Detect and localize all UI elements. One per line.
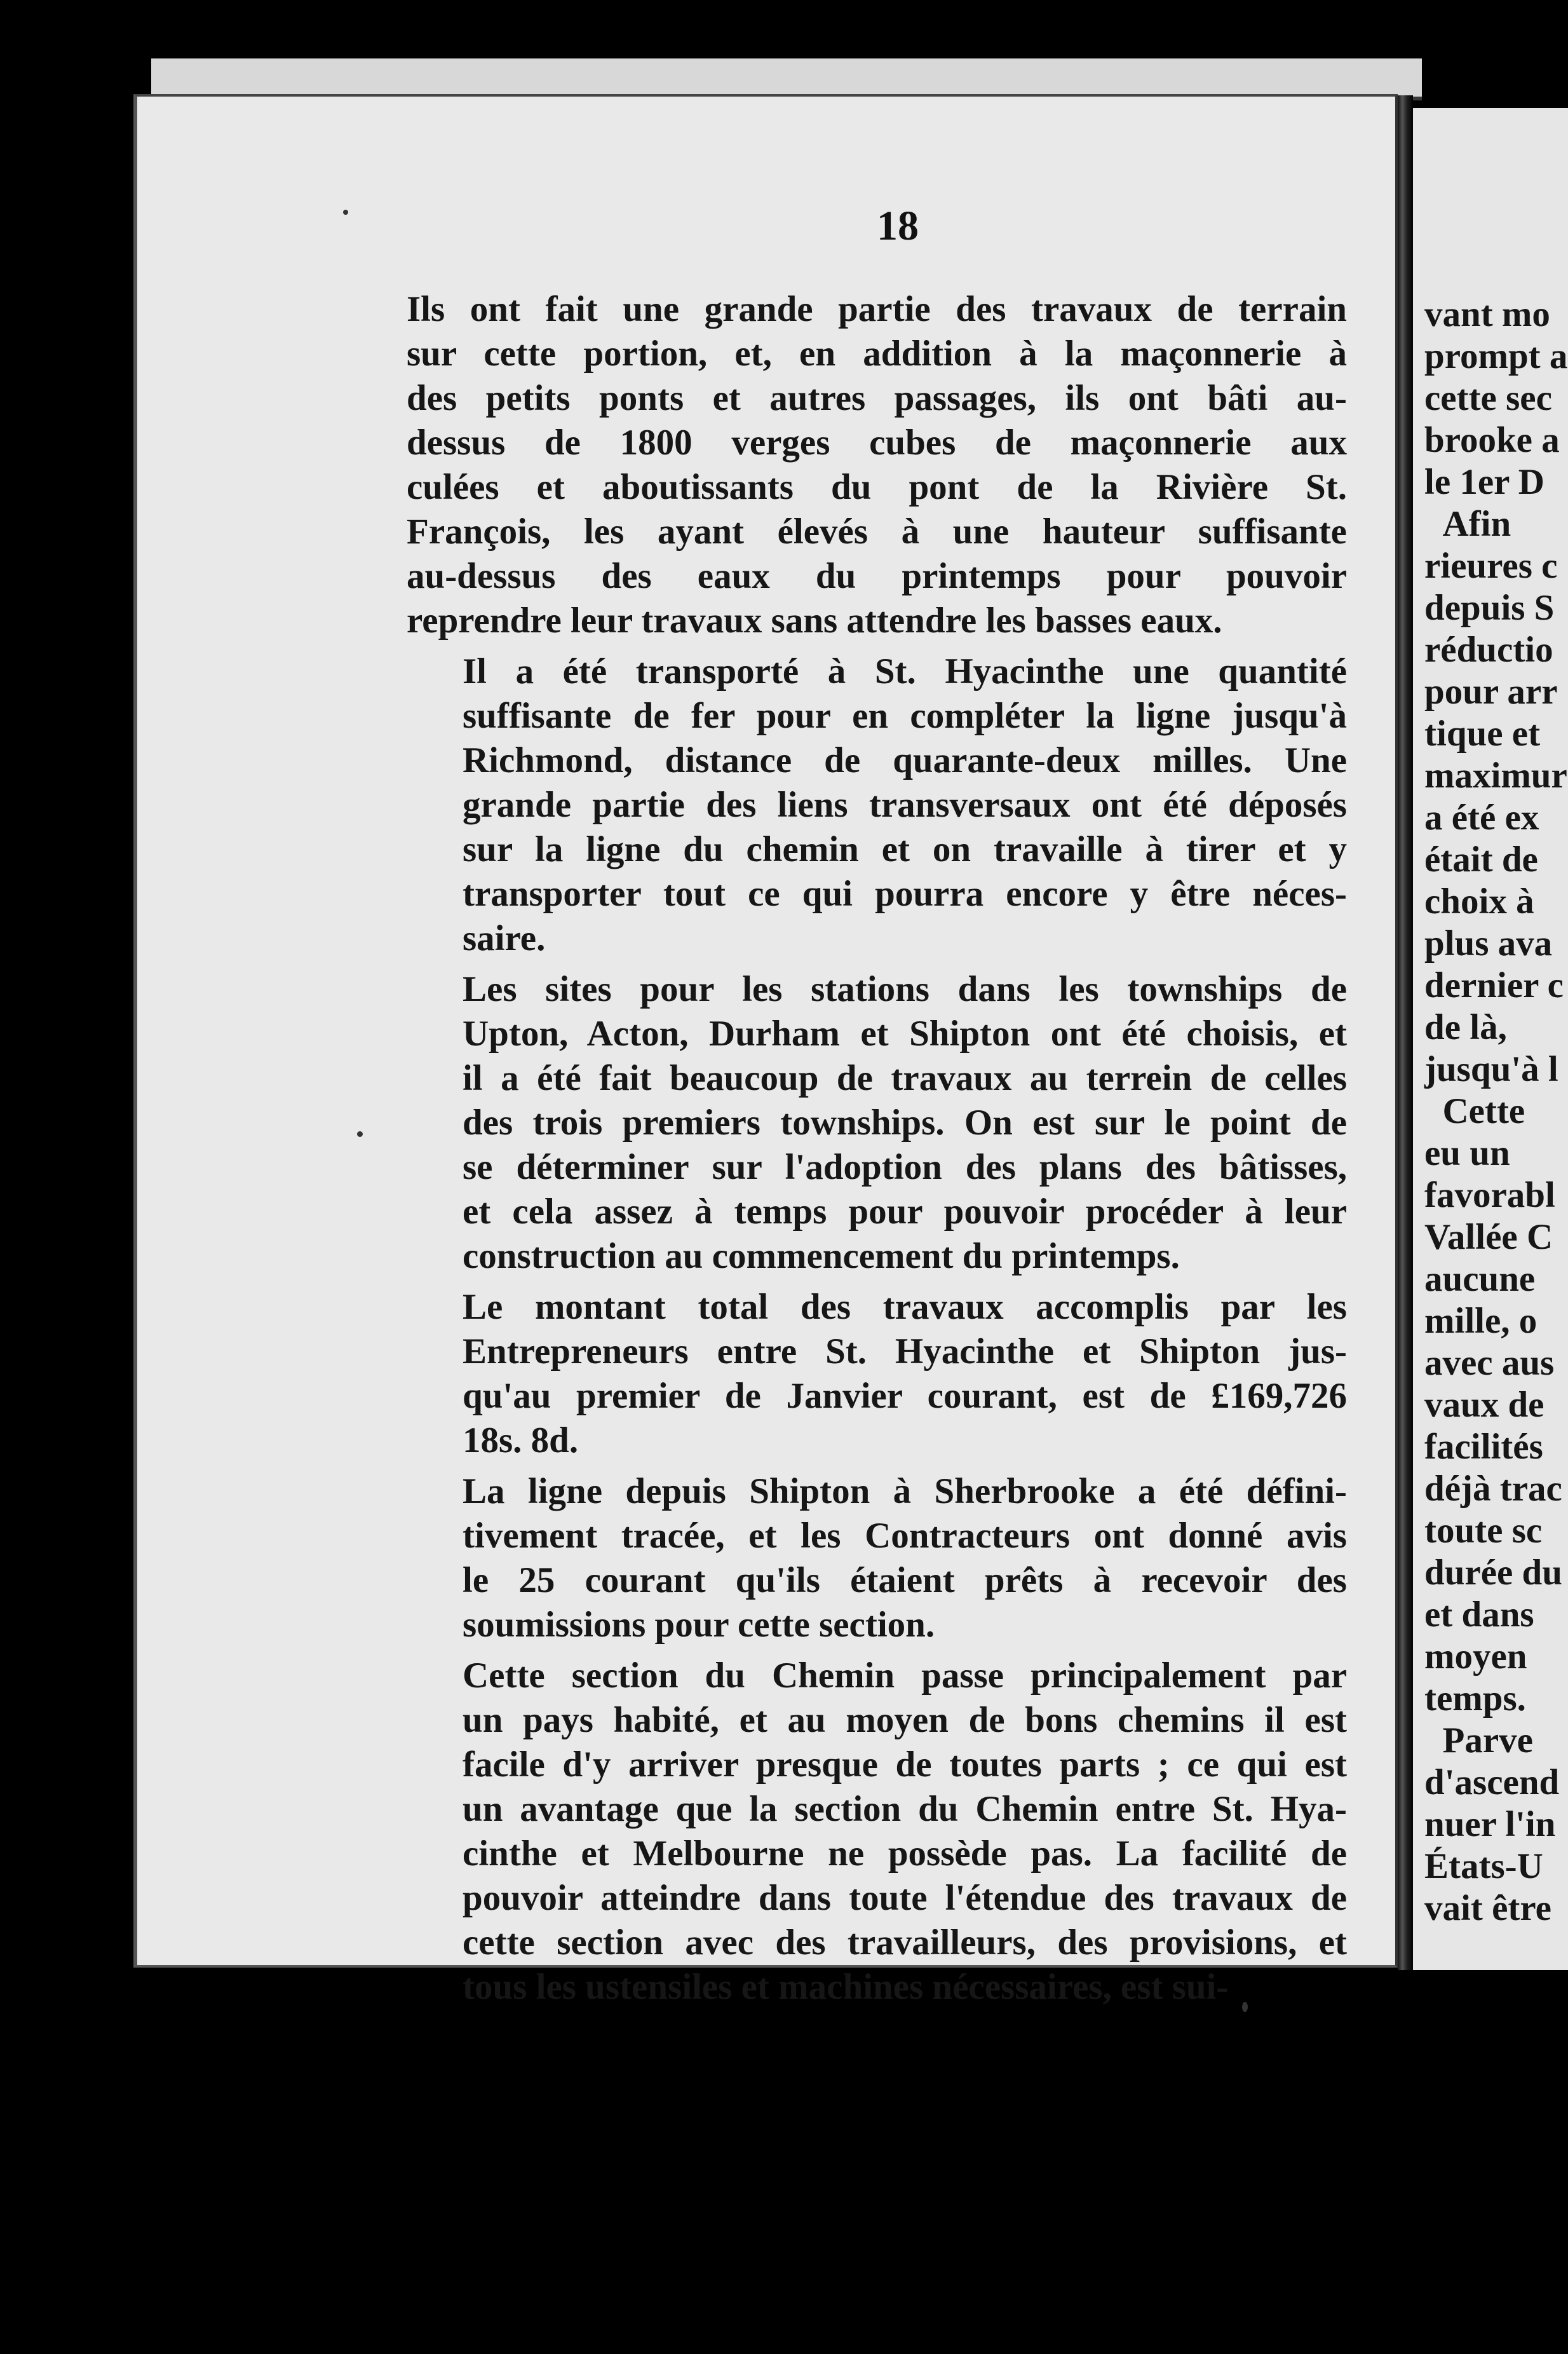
- text-line: facile d'y arriver presque de toutes parts ; ce qui est: [463, 1745, 1347, 1785]
- text-line: Upton, Acton, Durham et Shipton ont été choisis, et: [463, 1014, 1347, 1054]
- text-line: La ligne depuis Shipton à Sherbrooke a été défini-: [463, 1471, 1347, 1511]
- facing-text-line: maximur: [1424, 756, 1567, 796]
- facing-text-line: d'ascend: [1424, 1762, 1560, 1802]
- text-line: et cela assez à temps pour pouvoir procéder à leur: [463, 1192, 1347, 1232]
- text-line: un pays habité, et au moyen de bons chemins il est: [463, 1700, 1347, 1740]
- text-line: dessus de 1800 verges cubes de maçonnerie aux: [407, 423, 1347, 463]
- ink-speck: [1242, 2002, 1248, 2012]
- text-line: le 25 courant qu'ils étaient prêts à recevoir des: [463, 1560, 1347, 1600]
- facing-text-line: vait être: [1424, 1888, 1551, 1928]
- facing-text-line: toute sc: [1424, 1511, 1543, 1551]
- page-body-text: [407, 287, 1347, 2016]
- text-line: Cette section du Chemin passe principalement par: [463, 1656, 1347, 1696]
- text-line: Richmond, distance de quarante-deux milles. Une: [463, 740, 1347, 780]
- facing-text-line: temps.: [1424, 1678, 1526, 1718]
- text-line: Le montant total des travaux accomplis par les: [463, 1287, 1347, 1327]
- facing-page: [1413, 108, 1568, 1970]
- text-line: cette section avec des travailleurs, des provisions, et: [463, 1922, 1347, 1963]
- text-line: un avantage que la section du Chemin entre St. Hya-: [463, 1789, 1347, 1829]
- text-line: cinthe et Melbourne ne possède pas. La facilité de: [463, 1834, 1347, 1874]
- facing-text-line: favorabl: [1424, 1175, 1555, 1215]
- book-gutter: [1398, 95, 1413, 1970]
- facing-text-line: réductio: [1424, 630, 1553, 670]
- page-number: 18: [877, 203, 919, 249]
- ink-speck: [357, 1131, 363, 1137]
- text-line: saire.: [463, 918, 546, 958]
- text-line: se déterminer sur l'adoption des plans des bâtisses,: [463, 1147, 1347, 1187]
- text-line: François, les ayant élevés à une hauteur suffisante: [407, 512, 1347, 552]
- text-line: grande partie des liens transversaux ont été déposés: [463, 785, 1347, 825]
- facing-text-line: jusqu'à l: [1424, 1049, 1558, 1089]
- text-line: Les sites pour les stations dans les townships de: [463, 969, 1347, 1009]
- facing-text-line: déjà trac: [1424, 1469, 1562, 1509]
- text-line: 18s. 8d.: [463, 1420, 579, 1460]
- facing-text-line: était de: [1424, 840, 1538, 880]
- text-line: Ils ont fait une grande partie des travaux de terrain: [407, 289, 1347, 329]
- facing-text-line: rieures c: [1424, 546, 1558, 586]
- facing-text-line: vant mo: [1424, 294, 1550, 334]
- facing-text-line: mille, o: [1424, 1301, 1538, 1341]
- facing-text-line: Cette: [1424, 1091, 1525, 1131]
- facing-text-line: vaux de: [1424, 1385, 1544, 1425]
- facing-text-line: avec aus: [1424, 1343, 1555, 1383]
- text-line: reprendre leur travaux sans attendre les basses eaux.: [407, 601, 1222, 641]
- text-line: soumissions pour cette section.: [463, 1605, 935, 1645]
- text-line: construction au commencement du printemps.: [463, 1236, 1180, 1276]
- text-line: culées et aboutissants du pont de la Rivière St.: [407, 467, 1347, 507]
- facing-text-line: Parve: [1424, 1720, 1533, 1760]
- facing-text-line: plus ava: [1424, 923, 1553, 963]
- facing-text-line: durée du: [1424, 1553, 1562, 1593]
- facing-text-line: prompt a: [1424, 336, 1568, 376]
- text-line: il a été fait beaucoup de travaux au terrein de celles: [463, 1058, 1347, 1098]
- facing-text-line: États-U: [1424, 1846, 1543, 1886]
- facing-text-line: facilités: [1424, 1427, 1543, 1467]
- paragraph: [407, 1285, 1347, 1463]
- facing-text-line: Afin: [1424, 504, 1511, 544]
- facing-text-line: cette sec: [1424, 378, 1552, 418]
- facing-text-line: depuis S: [1424, 588, 1555, 628]
- text-line: sur cette portion, et, en addition à la maçonnerie à: [407, 334, 1347, 374]
- text-line: tous les ustensiles et machines nécessaires, est sui-: [463, 1967, 1229, 2007]
- text-line: pouvoir atteindre dans toute l'étendue des travaux de: [463, 1878, 1347, 1918]
- text-line: sur la ligne du chemin et on travaille à tirer et y: [463, 829, 1347, 869]
- facing-text-line: a été ex: [1424, 798, 1539, 838]
- facing-text-line: tique et: [1424, 714, 1541, 754]
- text-line: Il a été transporté à St. Hyacinthe une quantité: [463, 651, 1347, 691]
- ink-speck: [343, 210, 348, 215]
- paragraph: [407, 1654, 1347, 2010]
- paragraph: [407, 650, 1347, 961]
- text-line: au-dessus des eaux du printemps pour pouvoir: [407, 556, 1347, 596]
- paragraph: [407, 1469, 1347, 1647]
- facing-text-line: pour arr: [1424, 672, 1558, 712]
- text-line: tivement tracée, et les Contracteurs ont donné avis: [463, 1516, 1347, 1556]
- facing-text-line: choix à: [1424, 881, 1534, 922]
- facing-text-line: et dans: [1424, 1595, 1534, 1635]
- paragraph: [407, 967, 1347, 1279]
- text-line: des petits ponts et autres passages, ils ont bâti au-: [407, 378, 1347, 418]
- facing-text-line: le 1er D: [1424, 462, 1544, 502]
- text-line: des trois premiers townships. On est sur le point de: [463, 1103, 1347, 1143]
- facing-text-line: Vallée C: [1424, 1217, 1553, 1257]
- text-line: transporter tout ce qui pourra encore y être néces-: [463, 874, 1347, 914]
- facing-text-line: dernier c: [1424, 965, 1564, 1005]
- facing-text-line: moyen: [1424, 1636, 1527, 1677]
- facing-text-line: aucune: [1424, 1259, 1536, 1299]
- facing-page-text: [1424, 294, 1567, 1929]
- facing-text-line: brooke a: [1424, 420, 1560, 460]
- facing-text-line: nuer l'in: [1424, 1804, 1556, 1844]
- paragraph: [407, 287, 1347, 643]
- facing-text-line: eu un: [1424, 1133, 1510, 1173]
- text-line: suffisante de fer pour en compléter la ligne jusqu'à: [463, 696, 1347, 736]
- text-line: Entrepreneurs entre St. Hyacinthe et Shipton jus-: [463, 1331, 1347, 1371]
- facing-text-line: de là,: [1424, 1007, 1507, 1047]
- text-line: qu'au premier de Janvier courant, est de £169,726: [463, 1376, 1347, 1416]
